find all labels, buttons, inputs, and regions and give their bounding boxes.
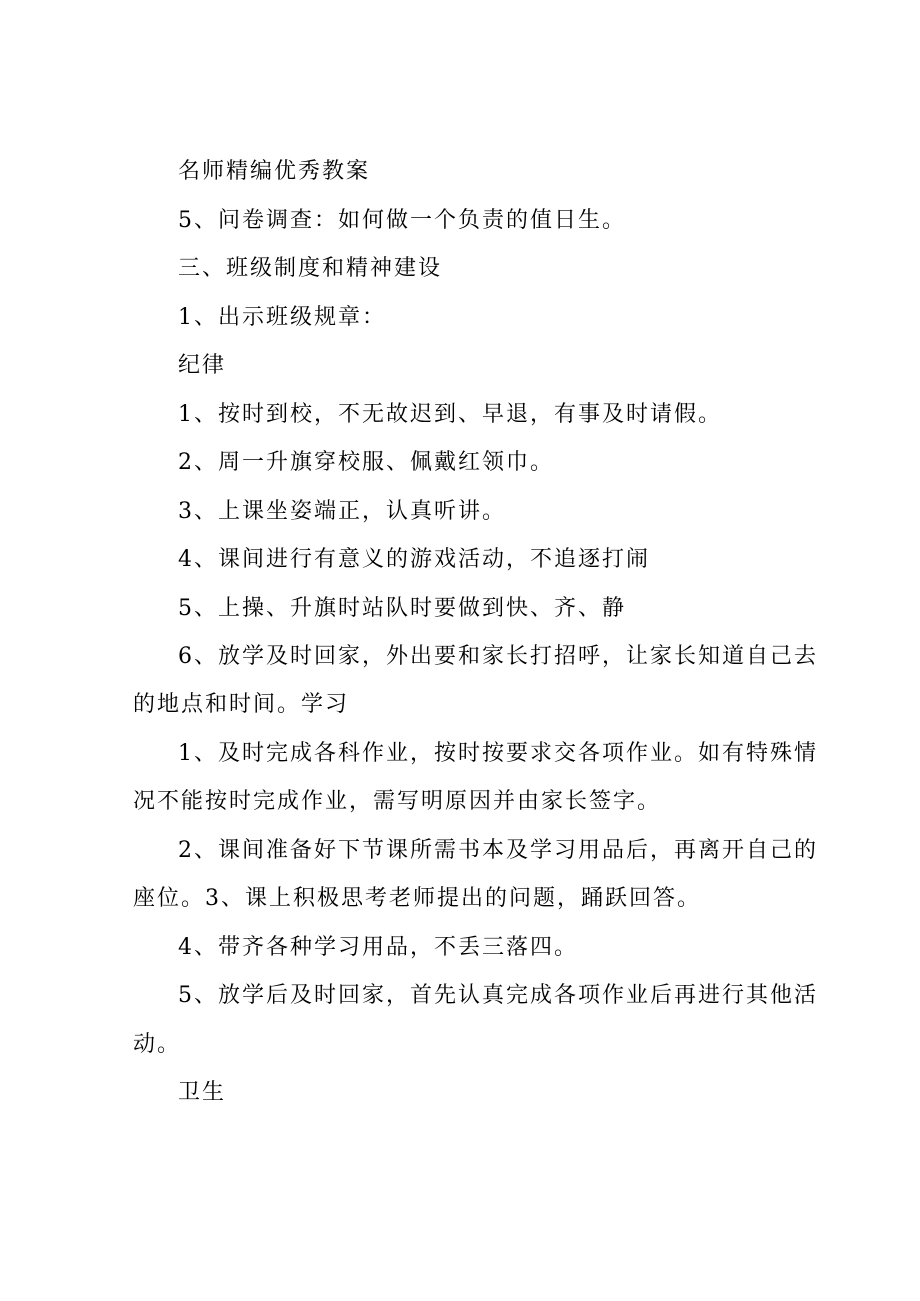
text-line: 5、上操、升旗时站队时要做到快、齐、静 [178,596,626,621]
text-line: 3、上课坐姿端正，认真听讲。 [178,499,506,524]
text-line: 2、周一升旗穿校服、佩戴红领巾。 [178,450,554,475]
text-line: 动。 [133,1032,182,1057]
text-line: 6、放学及时回家，外出要和家长打招呼，让家长知道自己去 [178,644,818,669]
text-line: 5、问卷调查：如何做一个负责的值日生。 [178,208,626,233]
text-line: 1、及时完成各科作业，按时按要求交各项作业。如有特殊情 [178,741,818,766]
text-line: 1、按时到校，不无故迟到、早退，有事及时请假。 [178,402,722,427]
subsection-heading: 卫生 [178,1080,227,1105]
header-line: 名师精编优秀教案 [178,159,371,184]
text-line: 2、课间准备好下节课所需书本及学习用品后，再离开自己的 [178,838,818,863]
text-line: 的地点和时间。学习 [133,692,350,717]
text-line: 4、课间进行有意义的游戏活动，不追逐打闹 [178,547,650,572]
text-line: 5、放学后及时回家，首先认真完成各项作业后再进行其他活 [178,983,818,1008]
text-line: 1、出示班级规章： [178,305,386,330]
text-line: 4、带齐各种学习用品，不丢三落四。 [178,935,578,960]
section-heading: 三、班级制度和精神建设 [178,256,443,281]
text-line: 况不能按时完成作业，需写明原因并由家长签字。 [133,789,662,814]
subsection-heading: 纪律 [178,353,227,378]
text-line: 座位。3、课上积极思考老师提出的问题，踊跃回答。 [133,886,701,911]
